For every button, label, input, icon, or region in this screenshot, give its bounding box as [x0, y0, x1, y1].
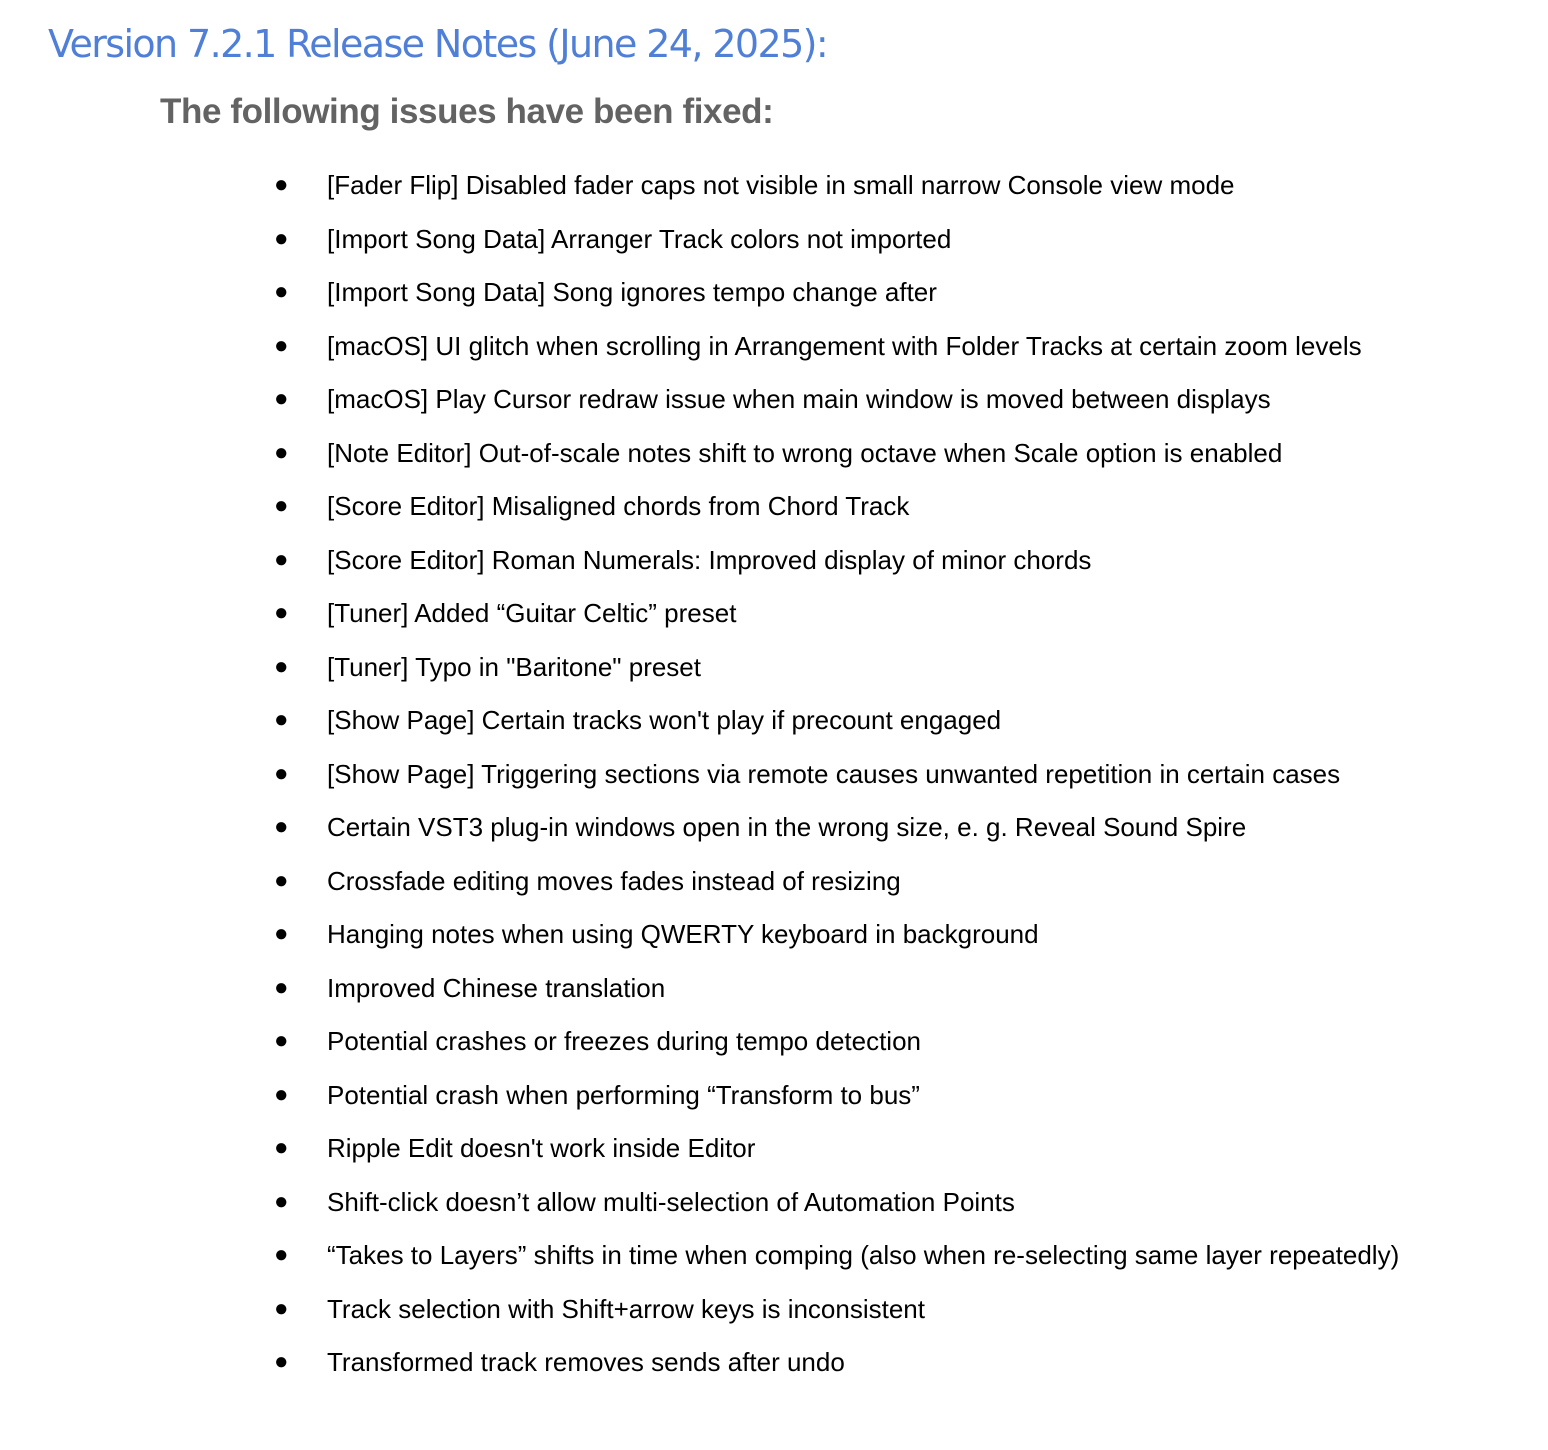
list-item: [0, 1235, 1548, 1275]
list-item: [0, 1075, 1548, 1115]
bullet-icon: ●: [274, 545, 289, 573]
bullet-icon: ●: [274, 759, 289, 787]
bullet-icon: ●: [274, 706, 289, 733]
bullet-icon: ●: [274, 1027, 289, 1054]
bullet-icon: ●: [274, 278, 289, 305]
list-item: [0, 700, 1548, 740]
bullet-icon: ●: [274, 599, 289, 626]
fix-text: Improved Chinese translation: [327, 972, 666, 1003]
bullet-icon: ●: [274, 1187, 289, 1215]
list-item: [0, 540, 1548, 580]
fix-text: [Score Editor] Misaligned chords from Chord Track: [327, 491, 910, 521]
fix-text: Track selection with Shift+arrow keys is inconsistent: [327, 1293, 925, 1324]
bullet-icon: ●: [274, 652, 289, 680]
fix-text: [Fader Flip] Disabled fader caps not visible in small narrow Console view mode: [327, 170, 1235, 200]
list-item: [0, 433, 1548, 473]
bullet-icon: ●: [274, 224, 289, 252]
bullet-icon: ●: [274, 866, 289, 894]
fix-text: [Import Song Data] Arranger Track colors not imported: [327, 223, 952, 254]
bullet-icon: ●: [274, 438, 289, 466]
list-item: [0, 1182, 1548, 1222]
bullet-icon: ●: [274, 492, 289, 519]
list-item: [0, 219, 1548, 259]
list-item: [0, 1289, 1548, 1329]
fix-text: [Show Page] Certain tracks won't play if precount engaged: [327, 705, 1002, 735]
bullet-icon: ●: [274, 385, 289, 412]
list-item: [0, 1128, 1548, 1168]
fix-text: Potential crash when performing “Transform to bus”: [327, 1079, 920, 1110]
fix-text: “Takes to Layers” shifts in time when comping (also when re-selecting same layer repeatedly): [327, 1240, 1400, 1270]
bullet-icon: ●: [274, 973, 289, 1001]
list-item: [0, 1021, 1548, 1061]
fix-text: Crossfade editing moves fades instead of resizing: [327, 865, 901, 896]
fix-text: Hanging notes when using QWERTY keyboard in background: [327, 919, 1039, 949]
fix-text: Potential crashes or freezes during tempo detection: [327, 1026, 922, 1056]
fix-text: [Tuner] Added “Guitar Celtic” preset: [327, 598, 737, 628]
list-item: [0, 326, 1548, 366]
list-item: [0, 861, 1548, 901]
fix-text: [Import Song Data] Song ignores tempo change after: [327, 277, 937, 307]
list-item: [0, 914, 1548, 954]
bullet-icon: ●: [274, 1241, 289, 1268]
list-item: [0, 272, 1548, 312]
list-item: [0, 968, 1548, 1008]
bullet-icon: ●: [274, 1080, 289, 1108]
bullet-icon: ●: [274, 813, 289, 840]
list-item: [0, 647, 1548, 687]
fix-text: [Tuner] Typo in "Baritone" preset: [327, 651, 701, 682]
fix-text: [Score Editor] Roman Numerals: Improved display of minor chords: [327, 544, 1092, 575]
fix-text: Shift-click doesn’t allow multi-selection of Automation Points: [327, 1186, 1015, 1217]
list-item: [0, 165, 1548, 205]
bullet-icon: ●: [274, 331, 289, 359]
fix-text: Certain VST3 plug-in windows open in the wrong size, e. g. Reveal Sound Spire: [327, 812, 1247, 842]
page-title: Version 7.2.1 Release Notes (June 24, 2025):: [48, 22, 828, 66]
bullet-icon: ●: [274, 920, 289, 947]
bullet-icon: ●: [274, 1348, 289, 1375]
list-item: [0, 754, 1548, 794]
fix-list: [0, 165, 1548, 1396]
bullet-icon: ●: [274, 171, 289, 198]
list-item: [0, 593, 1548, 633]
bullet-icon: ●: [274, 1294, 289, 1322]
fix-text: [Show Page] Triggering sections via remote causes unwanted repetition in certain cases: [327, 758, 1341, 789]
list-item: [0, 379, 1548, 419]
fix-text: [Note Editor] Out-of-scale notes shift to wrong octave when Scale option is enabled: [327, 437, 1283, 468]
fix-text: Ripple Edit doesn't work inside Editor: [327, 1133, 756, 1163]
list-item: [0, 486, 1548, 526]
fix-text: [macOS] Play Cursor redraw issue when main window is moved between displays: [327, 384, 1271, 414]
fix-text: Transformed track removes sends after undo: [327, 1347, 845, 1377]
list-item: [0, 1342, 1548, 1382]
bullet-icon: ●: [274, 1134, 289, 1161]
section-heading: The following issues have been fixed:: [160, 92, 774, 131]
fix-text: [macOS] UI glitch when scrolling in Arrangement with Folder Tracks at certain zoom levels: [327, 330, 1362, 361]
list-item: [0, 807, 1548, 847]
